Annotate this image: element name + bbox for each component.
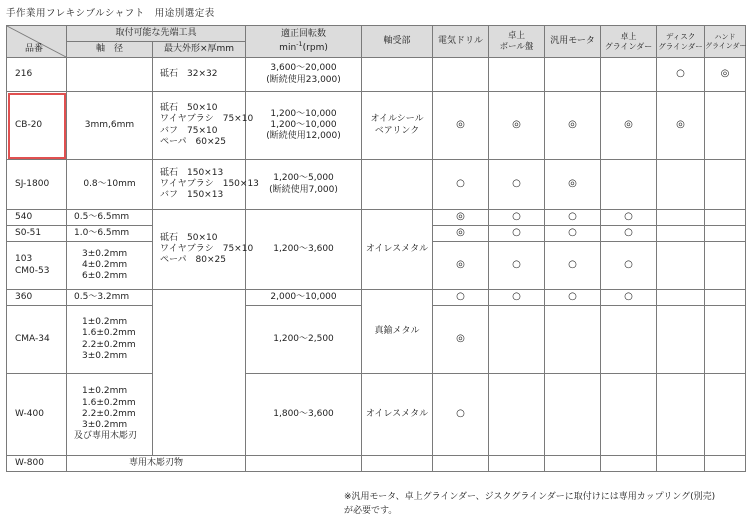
product-sj1800: SJ-1800 (7, 160, 67, 210)
header-tool-group: 取付可能な先端工具 (67, 26, 246, 42)
product-cma34: CMA-34 (7, 306, 67, 374)
header-bench-grinder: 卓上 グラインダー (601, 26, 657, 58)
page-title: 手作業用フレキシブルシャフト 用途別選定表 (6, 8, 215, 19)
product-w800: W-800 (7, 456, 67, 472)
product-w400: W-400 (7, 374, 67, 456)
table-row: W-400 1±0.2mm 1.6±0.2mm 2.2±0.2mm 3±0.2mm 及び専用木彫刃 1,800～3,600 オイレスメタル ○ (7, 374, 746, 456)
header-bearing: 軸受部 (362, 26, 433, 58)
table-row: 540 0.5～6.5mm 砥石 50×10 ワイヤブラシ 75×10 ペーパ 80×25 1,200～3,600 オイレスメタル ◎ ○ ○ ○ (7, 210, 746, 226)
header-drill: 電気ドリル (433, 26, 489, 58)
header-bench-ball: 卓上 ボール盤 (489, 26, 545, 58)
product-cb20: CB-20 (7, 92, 67, 160)
product-360: 360 (7, 290, 67, 306)
header-hand-grinder: ハンド グラインダー (705, 26, 746, 58)
footnote: ※汎用モータ、卓上グラインダー、ジスクグラインダーに取付けには専用カップリング(別売) が必要です。 (344, 492, 716, 516)
header-general-motor: 汎用モータ (545, 26, 601, 58)
table-row: 216 砥石 32×32 3,600～20,000 (断続使用23,000) ○ ◎ (7, 58, 746, 92)
header-speed-unit: $\min^{-1}(rpm)$ (279, 40, 328, 53)
header-disc-grinder: ディスク グラインダー (657, 26, 705, 58)
product-103: 103 CM0-53 (7, 242, 67, 290)
product-216: 216 (7, 58, 67, 92)
table-row: 360 0.5～3.2mm 2,000～10,000 真鍮メタル ○ ○ ○ ○ (7, 290, 746, 306)
table-row: W-800 専用木彫刃物 (7, 456, 746, 472)
table-row: SJ-1800 0.8～10mm 砥石 150×13 ワイヤブラシ 150×13 バフ 150×13 1,200～5,000 (断続使用7,000) ○ ○ ◎ (7, 160, 746, 210)
header-max-shape: 最大外形×厚mm (153, 42, 246, 58)
header-shaft: 軸 径 (67, 42, 153, 58)
product-s051: S0-51 (7, 226, 67, 242)
header-speed: 適正回転数 $\min^{-1}(rpm)$ (246, 26, 362, 58)
table-row: CB-20 3mm,6mm 砥石 50×10 ワイヤブラシ 75×10 バフ 75×10 ペーパ 60×25 1,200～10,000 1,200～10,000 (断続使用12,000) オイルシール ベアリンク ◎ ◎ ◎ ◎ ◎ (7, 92, 746, 160)
header-product-no: 品番 (7, 26, 67, 58)
product-540: 540 (7, 210, 67, 226)
table-row: CMA-34 1±0.2mm 1.6±0.2mm 2.2±0.2mm 3±0.2mm 1,200～2,500 ◎ (7, 306, 746, 374)
table-row: 103 CM0-53 3±0.2mm 4±0.2mm 6±0.2mm ◎ ○ ○ ○ (7, 242, 746, 290)
selection-table (6, 25, 746, 472)
table-row: S0-51 1.0～6.5mm ◎ ○ ○ ○ (7, 226, 746, 242)
